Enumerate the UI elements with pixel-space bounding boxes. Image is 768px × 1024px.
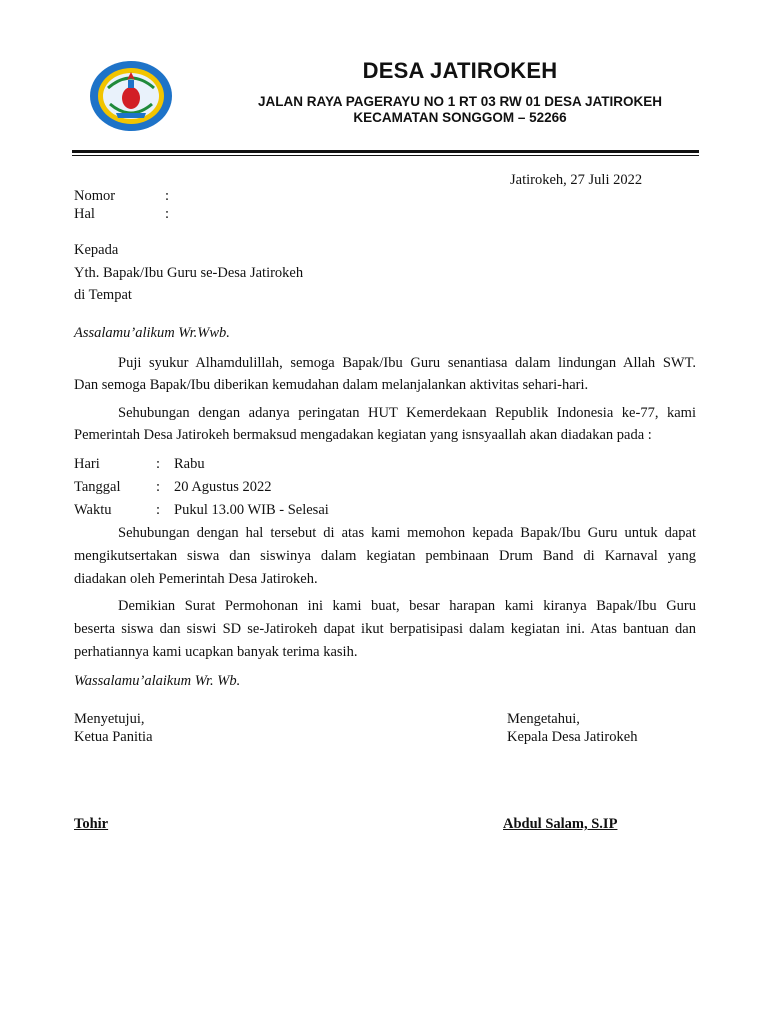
paragraph-1-line-2: Dan semoga Bapak/Ibu diberikan kemudahan dalam melanjalankan aktivitas sehari-hari. bbox=[74, 377, 589, 393]
letterhead-title: DESA JATIROKEH bbox=[362, 58, 558, 83]
detail-value: 20 Agustus 2022 bbox=[174, 479, 272, 495]
detail-separator: : bbox=[156, 456, 161, 472]
letterhead-district: KECAMATAN SONGGOM – 52266 bbox=[353, 110, 567, 125]
detail-separator: : bbox=[156, 479, 161, 495]
nomor-separator: : bbox=[165, 188, 170, 204]
paragraph-1-line-1: Puji syukur Alhamdulillah, semoga Bapak/Ibu Guru senantiasa dalam lindungan Allah SWT. bbox=[118, 355, 696, 371]
detail-value: Rabu bbox=[174, 456, 205, 472]
paragraph-4-line-3: perhatiannya kami ucapkan banyak terima kasih. bbox=[74, 644, 358, 660]
letterhead-divider bbox=[72, 150, 699, 153]
paragraph-4-line-1: Demikian Surat Permohonan ini kami buat, besar harapan kami kiranya Bapak/Ibu Guru bbox=[118, 598, 696, 614]
signature-right-name: Abdul Salam, S.IP bbox=[503, 816, 618, 832]
recipient-line-2: Yth. Bapak/Ibu Guru se-Desa Jatirokeh bbox=[74, 265, 304, 281]
paragraph-4-line-2: beserta siswa dan siswi SD se-Jatirokeh dapat ikut berpatisipasi dalam kegiatan ini. Atas bantuan dan bbox=[74, 621, 696, 637]
letterhead-divider-thin bbox=[72, 155, 699, 156]
greeting: Assalamu’alikum Wr.Wwb. bbox=[74, 325, 230, 341]
paragraph-2-line-1: Sehubungan dengan adanya peringatan HUT Kemerdekaan Republik Indonesia ke-77, kami bbox=[118, 405, 696, 421]
recipient-line-3: di Tempat bbox=[74, 287, 132, 303]
recipient-line-1: Kepada bbox=[74, 242, 119, 258]
paragraph-3-line-3: diadakan oleh Pemerintah Desa Jatirokeh. bbox=[74, 571, 318, 587]
paragraph-3-line-2: mengikutsertakan siswa dan siswinya dalam kegiatan pembinaan Drum Band di Karnaval yang bbox=[74, 548, 696, 564]
signature-left-title: Menyetujui, bbox=[74, 711, 145, 727]
signature-right-role: Kepala Desa Jatirokeh bbox=[507, 729, 638, 745]
paragraph-2-line-2: Pemerintah Desa Jatirokeh bermaksud mengadakan kegiatan yang isnsyaallah akan diadakan pada : bbox=[74, 427, 652, 443]
signature-left-role: Ketua Panitia bbox=[74, 729, 153, 745]
hal-separator: : bbox=[165, 206, 170, 222]
nomor-label: Nomor bbox=[74, 188, 116, 204]
hal-label: Hal bbox=[74, 206, 95, 222]
detail-label: Tanggal bbox=[74, 479, 121, 495]
letterhead-address: JALAN RAYA PAGERAYU NO 1 RT 03 RW 01 DESA JATIROKEH bbox=[257, 94, 663, 109]
village-emblem-icon bbox=[88, 58, 174, 134]
detail-label: Hari bbox=[74, 456, 100, 472]
detail-value: Pukul 13.00 WIB - Selesai bbox=[174, 502, 329, 518]
paragraph-3-line-1: Sehubungan dengan hal tersebut di atas kami memohon kepada Bapak/Ibu Guru untuk dapat bbox=[118, 525, 696, 541]
place-date: Jatirokeh, 27 Juli 2022 bbox=[510, 172, 643, 188]
signature-left-name: Tohir bbox=[74, 816, 109, 832]
detail-separator: : bbox=[156, 502, 161, 518]
detail-label: Waktu bbox=[74, 502, 112, 518]
signature-right-title: Mengetahui, bbox=[507, 711, 580, 727]
closing: Wassalamu’alaikum Wr. Wb. bbox=[74, 673, 241, 689]
